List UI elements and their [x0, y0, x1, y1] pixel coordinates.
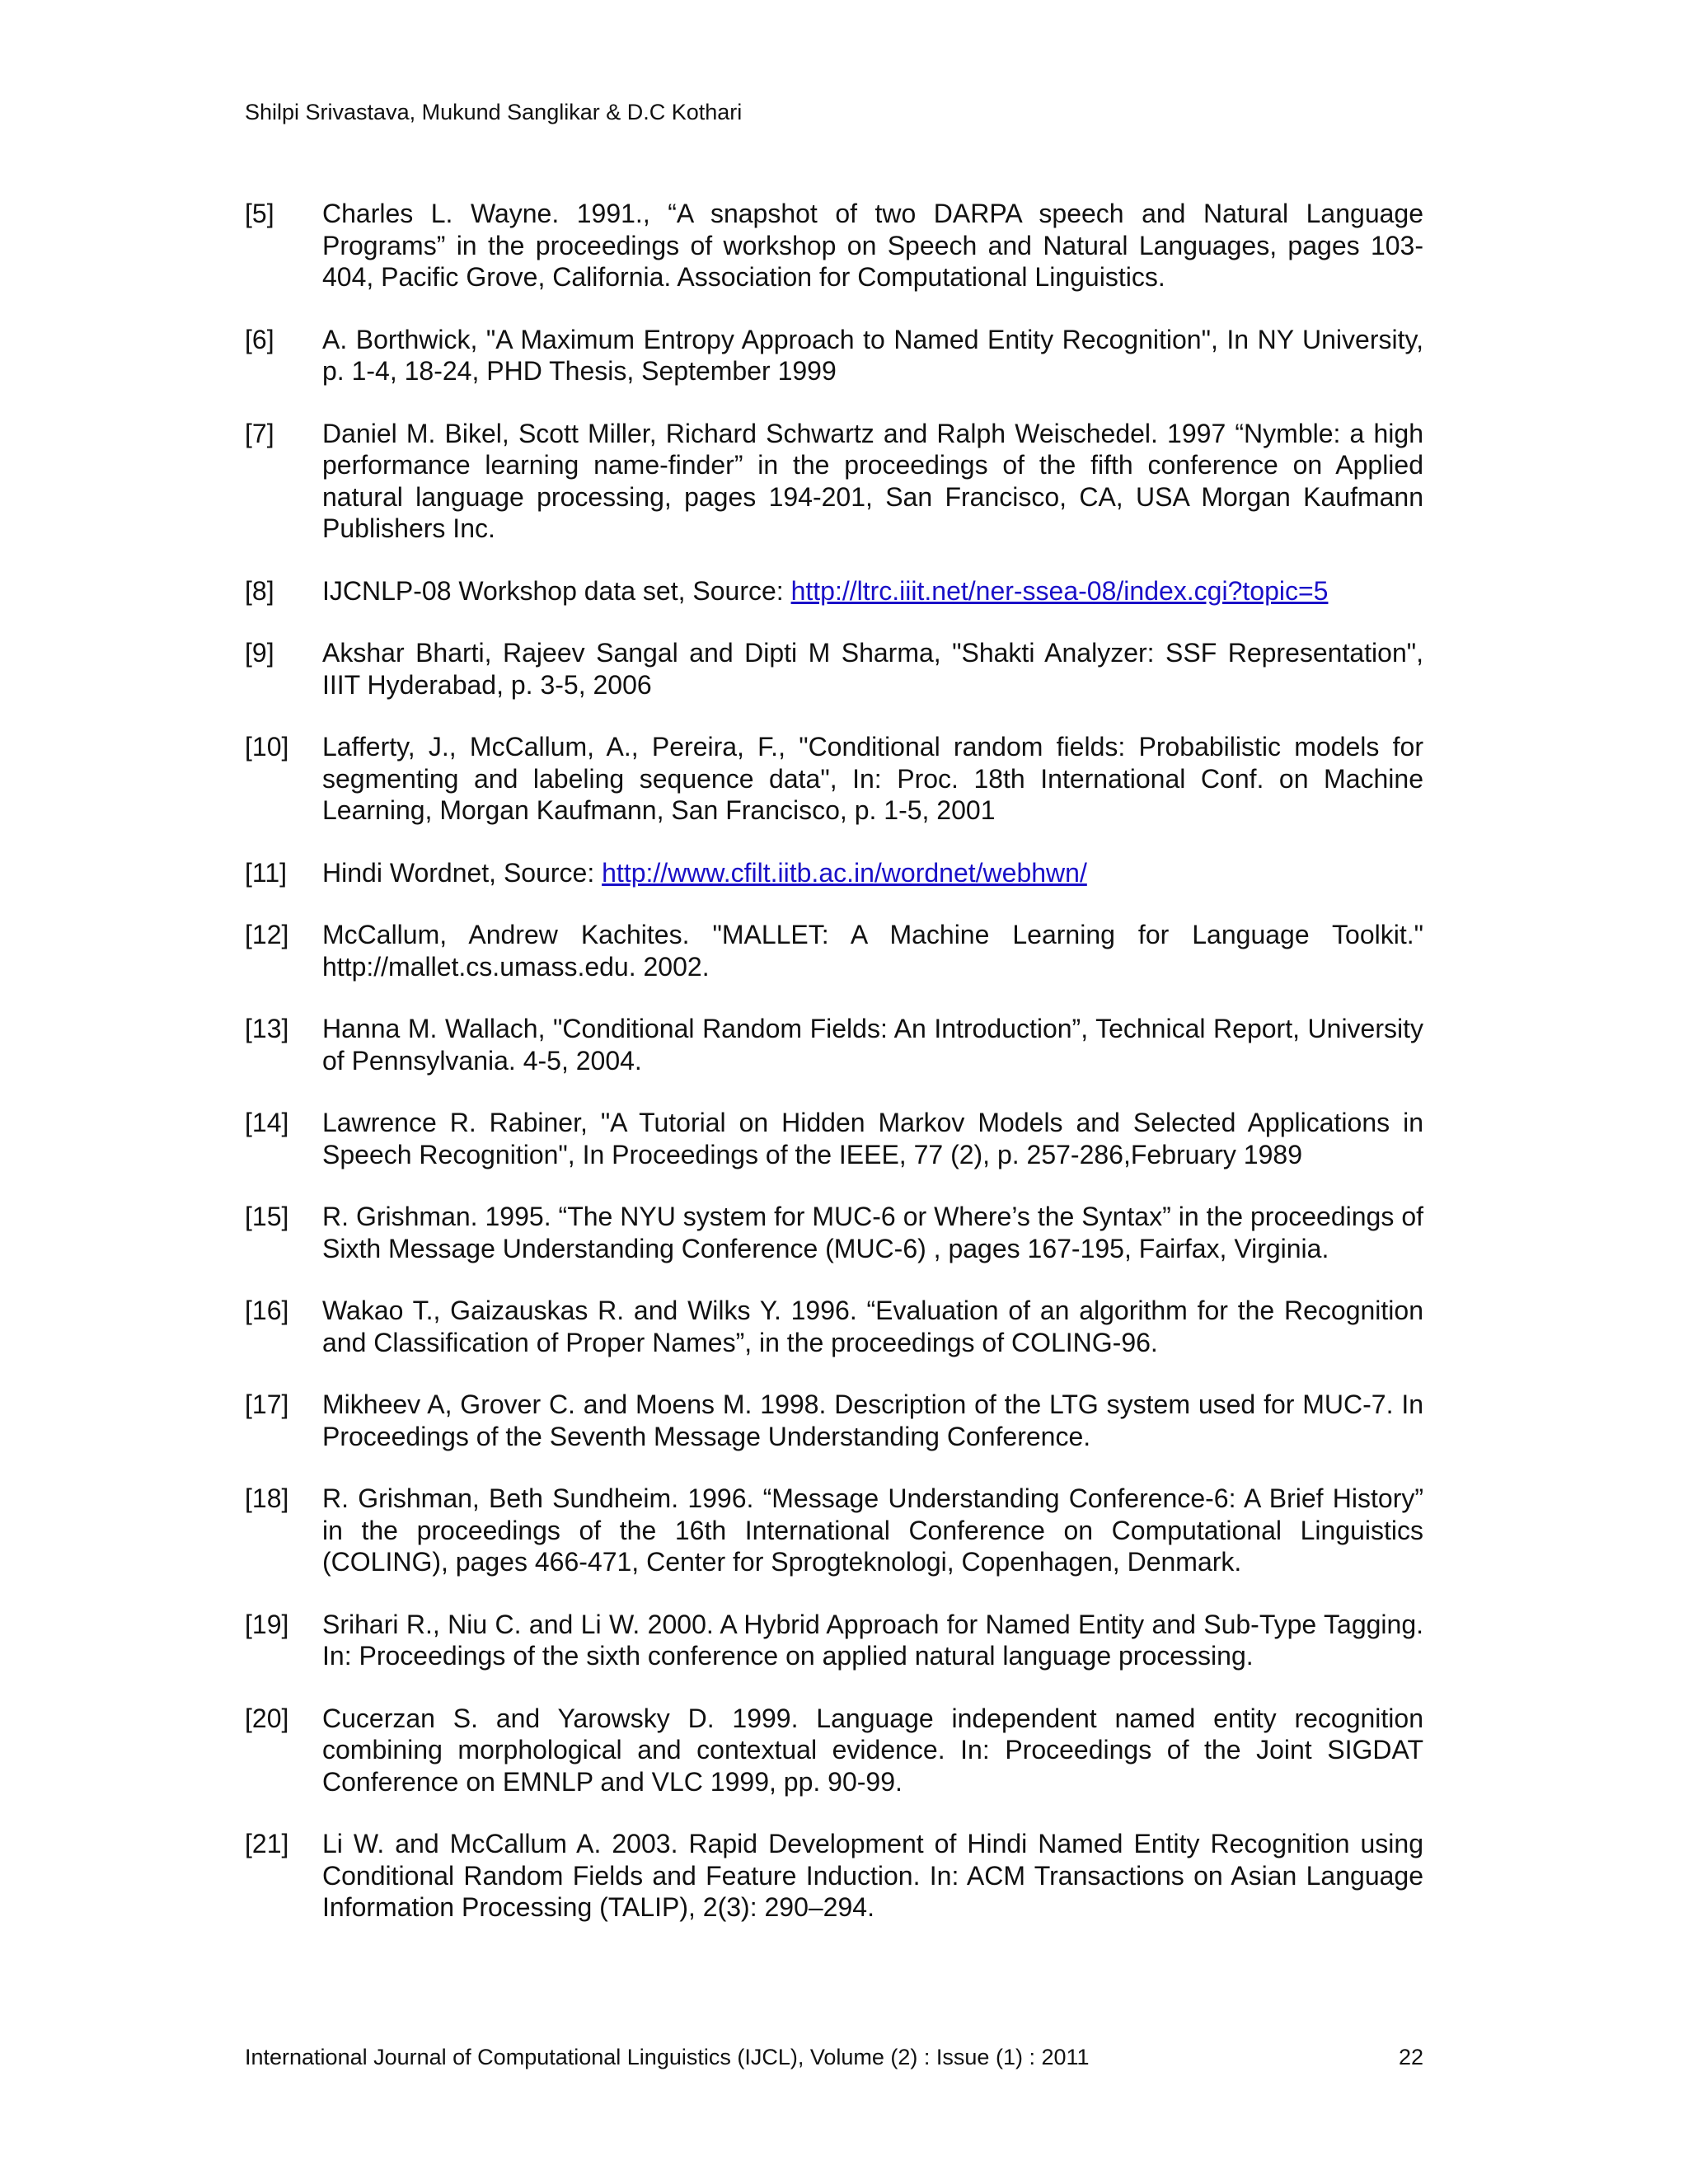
reference-item: [245, 1295, 1423, 1358]
reference-item: [245, 857, 1423, 889]
reference-text: [322, 1295, 1423, 1358]
reference-item: [245, 1107, 1423, 1170]
reference-number: [5]: [245, 199, 274, 228]
reference-item: [245, 1483, 1423, 1578]
footer-journal-title: International Journal of Computational Linguistics (IJCL), Volume (2) : Issue (1) : 2011: [245, 2045, 1090, 2069]
reference-citation: Akshar Bharti, Rajeev Sangal and Dipti M Sharma, "Shakti Analyzer: SSF Representation", IIIT Hyderabad, p. 3-5, 2006: [322, 638, 1423, 700]
reference-text: [322, 1013, 1423, 1076]
reference-item: [245, 1013, 1423, 1076]
reference-text: [322, 637, 1423, 701]
reference-number: [6]: [245, 324, 274, 354]
reference-text: [322, 919, 1423, 982]
reference-number: [7]: [245, 418, 274, 448]
reference-citation: Lawrence R. Rabiner, "A Tutorial on Hidden Markov Models and Selected Applications in Speech Recognition", In Proceedings of the IEEE, 77 (2), p. 257-286,February 1989: [322, 1108, 1423, 1169]
reference-number: [12]: [245, 920, 289, 949]
reference-number: [19]: [245, 1609, 289, 1639]
reference-item: [245, 1201, 1423, 1264]
reference-item: [245, 637, 1423, 701]
reference-item: [245, 198, 1423, 293]
reference-text: [322, 575, 1423, 607]
reference-item: [245, 324, 1423, 387]
reference-number: [20]: [245, 1703, 289, 1733]
reference-citation: Daniel M. Bikel, Scott Miller, Richard Schwartz and Ralph Weischedel. 1997 “Nymble: a high performance learning name-finder” in the proceedings of the fifth conference on Applied natural language processing, pages 194-201, San Francisco, CA, USA Morgan Kaufmann Publishers Inc.: [322, 418, 1423, 543]
reference-text: [322, 731, 1423, 827]
reference-link[interactable]: http://www.cfilt.iitb.ac.in/wordnet/webhwn/: [602, 857, 1087, 888]
reference-number: [15]: [245, 1202, 289, 1231]
reference-number: [17]: [245, 1390, 289, 1419]
reference-citation: Charles L. Wayne. 1991., “A snapshot of two DARPA speech and Natural Language Programs” in the proceedings of workshop on Speech and Natural Languages, pages 103-404, Pacific Grove, California. Association for Computational Linguistics.: [322, 199, 1423, 292]
reference-number: [21]: [245, 1829, 289, 1858]
reference-citation: Lafferty, J., McCallum, A., Pereira, F., "Conditional random fields: Probabilistic models for segmenting and labeling sequence data", In: Proc. 18th International Conf. on Machine Learning, Morgan Kaufmann, San Francisco, p. 1-5, 2001: [322, 732, 1423, 825]
reference-citation: R. Grishman, Beth Sundheim. 1996. “Message Understanding Conference-6: A Brief History” in the proceedings of the 16th International Conference on Computational Linguistics (COLING), pages 466-471, Center for Sprogteknologi, Copenhagen, Denmark.: [322, 1483, 1423, 1577]
reference-item: [245, 1703, 1423, 1798]
reference-number: [9]: [245, 638, 274, 668]
reference-text: [322, 198, 1423, 293]
reference-number: [14]: [245, 1108, 289, 1137]
reference-text: [322, 1703, 1423, 1798]
reference-citation: Wakao T., Gaizauskas R. and Wilks Y. 1996. “Evaluation of an algorithm for the Recognition and Classification of Proper Names”, in the proceedings of COLING-96.: [322, 1296, 1423, 1357]
reference-number: [13]: [245, 1014, 289, 1043]
reference-text: [322, 324, 1423, 387]
reference-list: [245, 198, 1423, 1954]
reference-item: [245, 1389, 1423, 1452]
reference-item: [245, 731, 1423, 827]
reference-item: [245, 575, 1423, 607]
reference-citation: A. Borthwick, "A Maximum Entropy Approach to Named Entity Recognition", In NY University, p. 1-4, 18-24, PHD Thesis, September 1999: [322, 324, 1423, 386]
reference-item: [245, 919, 1423, 982]
reference-number: [8]: [245, 575, 274, 606]
reference-number: [10]: [245, 732, 289, 762]
reference-item: [245, 1828, 1423, 1924]
reference-text: [322, 418, 1423, 545]
reference-text: [322, 1201, 1423, 1264]
reference-citation: Hanna M. Wallach, "Conditional Random Fields: An Introduction”, Technical Report, University of Pennsylvania. 4-5, 2004.: [322, 1014, 1423, 1076]
reference-citation: Srihari R., Niu C. and Li W. 2000. A Hybrid Approach for Named Entity and Sub-Type Tagging. In: Proceedings of the sixth conference on applied natural language processing.: [322, 1609, 1423, 1671]
footer-page-number: 22: [1398, 2045, 1423, 2069]
reference-citation: R. Grishman. 1995. “The NYU system for MUC-6 or Where’s the Syntax” in the proceedings of Sixth Message Understanding Conference (MUC-6) , pages 167-195, Fairfax, Virginia.: [322, 1202, 1423, 1263]
reference-number: [11]: [245, 857, 287, 888]
reference-citation: McCallum, Andrew Kachites. "MALLET: A Machine Learning for Language Toolkit." http://mallet.cs.umass.edu. 2002.: [322, 920, 1423, 982]
reference-item: [245, 418, 1423, 545]
reference-citation: Li W. and McCallum A. 2003. Rapid Development of Hindi Named Entity Recognition using Conditional Random Fields and Feature Induction. In: ACM Transactions on Asian Language Information Processing (TALIP), 2(3): 290–294.: [322, 1829, 1423, 1922]
reference-number: [16]: [245, 1296, 289, 1325]
reference-citation: Mikheev A, Grover C. and Moens M. 1998. Description of the LTG system used for MUC-7. In Proceedings of the Seventh Message Understanding Conference.: [322, 1390, 1423, 1451]
reference-number: [18]: [245, 1483, 289, 1513]
reference-text: [322, 1107, 1423, 1170]
reference-citation: IJCNLP-08 Workshop data set, Source:: [322, 575, 791, 606]
reference-text: [322, 1483, 1423, 1578]
reference-text: [322, 1609, 1423, 1672]
running-head: Shilpi Srivastava, Mukund Sanglikar & D.C Kothari: [245, 100, 743, 124]
reference-citation: Cucerzan S. and Yarowsky D. 1999. Language independent named entity recognition combining morphological and contextual evidence. In: Proceedings of the Joint SIGDAT Conference on EMNLP and VLC 1999, pp. 90-99.: [322, 1703, 1423, 1797]
reference-text: [322, 1389, 1423, 1452]
reference-citation: Hindi Wordnet, Source:: [322, 857, 603, 888]
reference-item: [245, 1609, 1423, 1672]
reference-link[interactable]: http://ltrc.iiit.net/ner-ssea-08/index.cgi?topic=5: [790, 575, 1329, 606]
reference-text: [322, 857, 1423, 889]
reference-text: [322, 1828, 1423, 1924]
